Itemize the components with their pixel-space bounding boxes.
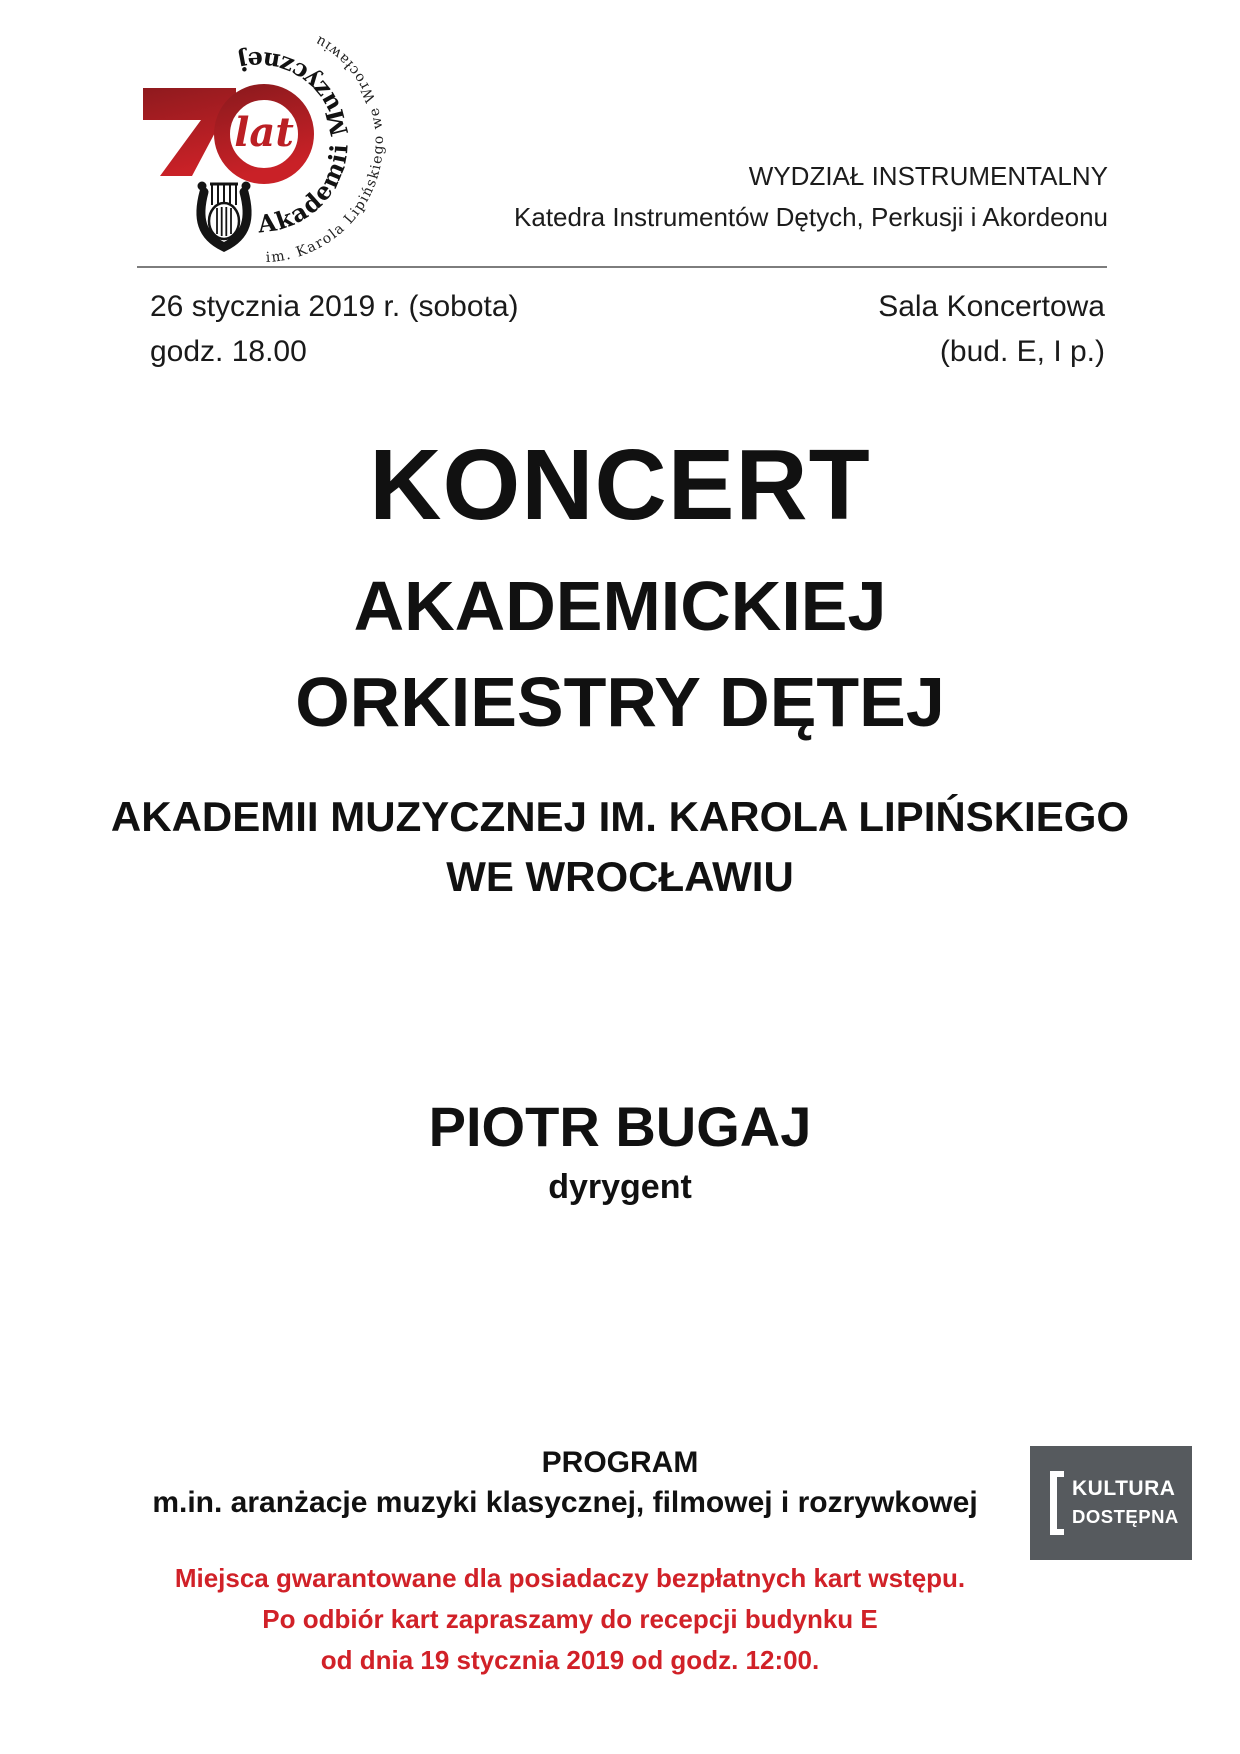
program-description: m.in. aranżacje muzyki klasycznej, filmowej i rozrywkowej <box>152 1486 978 1519</box>
header-divider <box>137 266 1107 268</box>
title-orkiestry: ORKIESTRY DĘTEJ <box>295 663 945 741</box>
conductor-role: dyrygent <box>548 1168 692 1206</box>
logo-arc-primary-text: Akademii Muzycznej <box>234 45 355 239</box>
department-header <box>514 156 1108 238</box>
event-venue <box>878 284 1105 374</box>
event-time: godz. 18.00 <box>150 335 307 368</box>
admission-notice <box>0 1558 1140 1681</box>
logo-arc-secondary-text: im. Karola Lipińskiego we Wrocławiu <box>265 31 388 266</box>
partner-logo-line2: DOSTĘPNA <box>1072 1506 1179 1527</box>
subtitle-city: WE WROCŁAWIU <box>446 853 794 900</box>
venue-name: Sala Koncertowa <box>878 290 1105 323</box>
program-heading: PROGRAM <box>541 1446 699 1479</box>
faculty-name: WYDZIAŁ INSTRUMENTALNY <box>748 161 1108 191</box>
subtitle-academy: AKADEMII MUZYCZNEJ IM. KAROLA LIPIŃSKIEGO <box>110 793 1130 840</box>
venue-detail: (bud. E, I p.) <box>939 335 1105 368</box>
kultura-dostepna-logo <box>1030 1446 1192 1560</box>
logo-lat-text: lat <box>234 109 294 156</box>
title-akademickiej: AKADEMICKIEJ <box>353 567 887 645</box>
event-datetime <box>150 284 519 374</box>
notice-line3: od dnia 19 stycznia 2019 od godz. 12:00. <box>320 1645 820 1675</box>
notice-line1: Miejsca gwarantowane dla posiadaczy bezpłatnych kart wstępu. <box>174 1563 966 1593</box>
partner-logo-line1: KULTURA <box>1072 1477 1176 1500</box>
title-koncert: KONCERT <box>369 429 871 541</box>
left-bracket-icon <box>1050 1471 1064 1535</box>
anniversary-logo <box>103 22 473 272</box>
conductor-name: PIOTR BUGAJ <box>428 1095 812 1158</box>
chair-name: Katedra Instrumentów Dętych, Perkusji i Akordeonu <box>514 202 1108 232</box>
notice-line2: Po odbiór kart zapraszamy do recepcji budynku E <box>262 1604 878 1634</box>
event-date: 26 stycznia 2019 r. (sobota) <box>150 290 519 323</box>
lyre-icon <box>198 182 251 248</box>
